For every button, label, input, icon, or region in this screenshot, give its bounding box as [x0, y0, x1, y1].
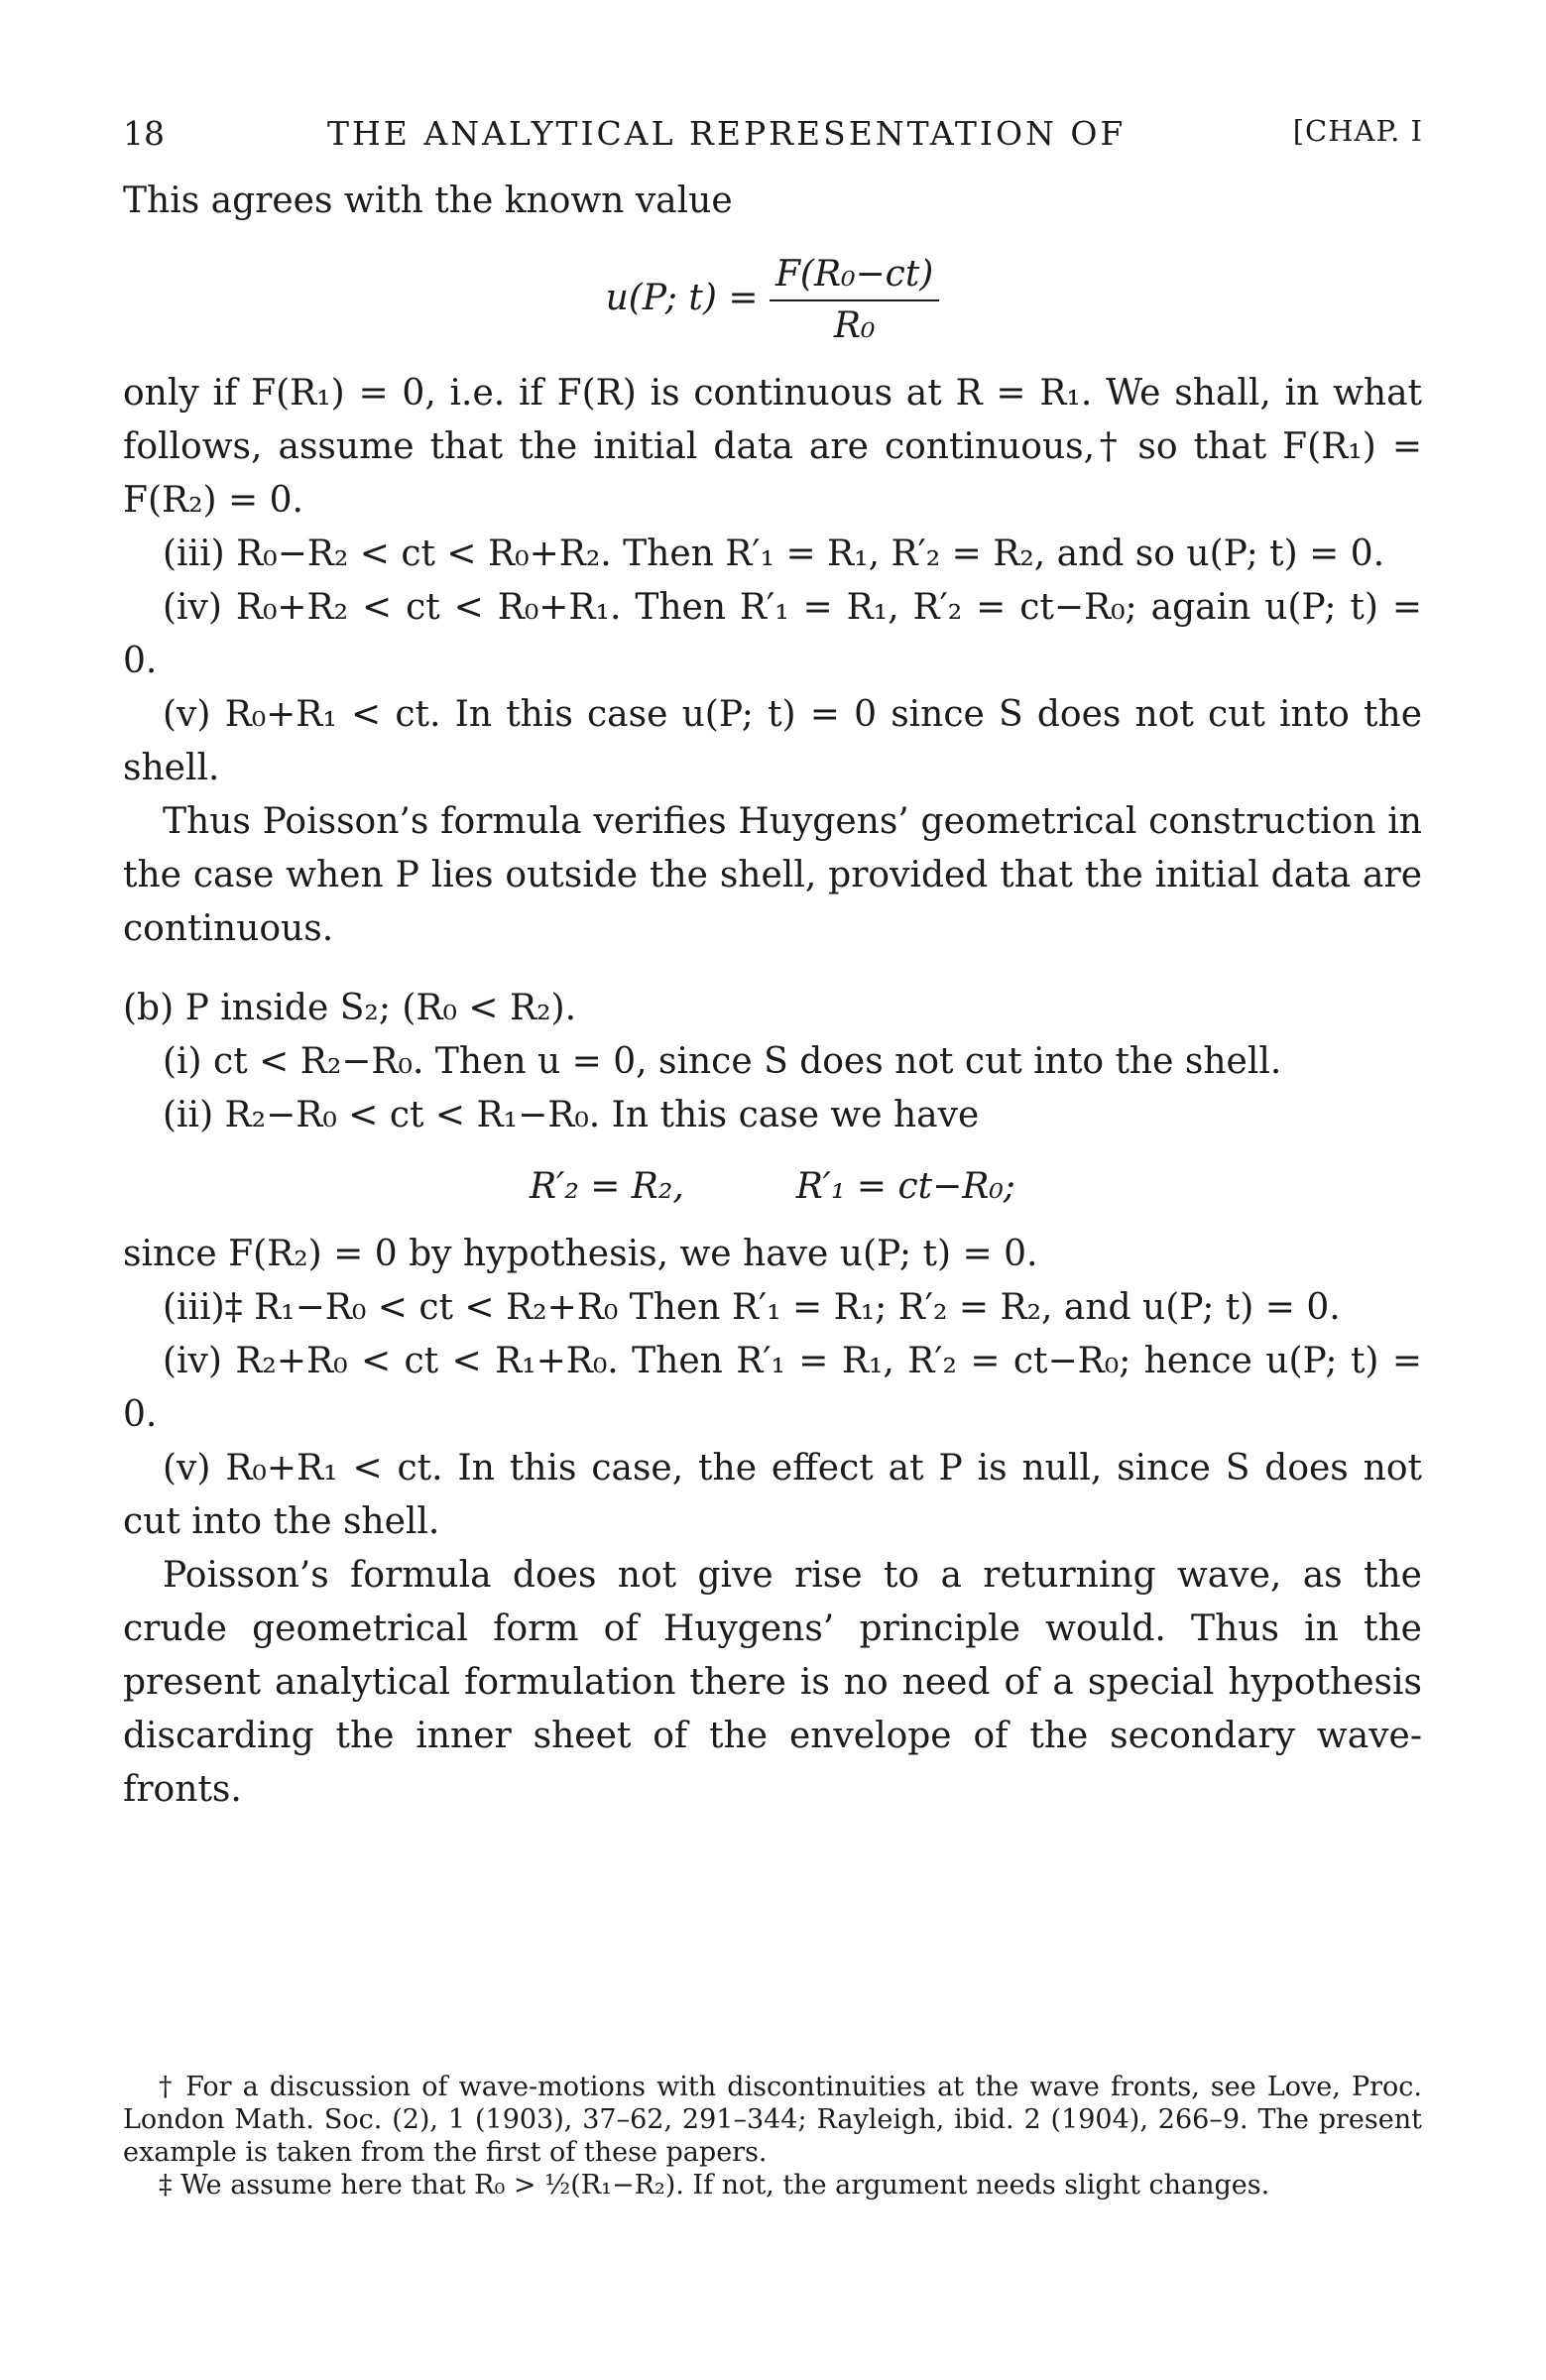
intro-line: This agrees with the known value: [123, 180, 733, 221]
equation-lhs: u(P; t) =: [605, 278, 759, 318]
chapter-label: [CHAP. I: [1292, 114, 1423, 148]
footnote-double-dagger: ‡ We assume here that R₀ > ½(R₁−R₂). If not, the argument needs slight changes.: [159, 2170, 1270, 2201]
case-b-ii: (ii) R₂−R₀ < ct < R₁−R₀. In this case we have: [163, 1095, 980, 1135]
running-header: [123, 114, 1423, 164]
display-equation: [123, 250, 1422, 351]
case-a-v: (v) R₀+R₁ < ct. In this case u(P; t) = 0 since S does not cut into the shell.: [123, 694, 1422, 788]
case-a-iii: (iii) R₀−R₂ < ct < R₀+R₂. Then R′₁ = R₁, R′₂ = R₂, and so u(P; t) = 0.: [163, 534, 1385, 574]
equation-left: R′₂ = R₂,: [530, 1166, 684, 1207]
fraction-denominator: R₀: [833, 305, 876, 346]
footnote-dagger: † For a discussion of wave-motions with discontinuities at the wave fronts, see Love, Proc. London Math. Soc. (2), 1 (1903), 37–62, 291–344; Rayleigh, ibid. 2 (1904), 266–9. The present example is taken from the first of these papers.: [123, 2072, 1422, 2168]
case-b-iii: (iii)‡ R₁−R₀ < ct < R₂+R₀ Then R′₁ = R₁; R′₂ = R₂, and u(P; t) = 0.: [163, 1287, 1341, 1328]
display-equation-pair: [123, 1160, 1422, 1214]
case-b-v: (v) R₀+R₁ < ct. In this case, the effect at P is null, since S does not cut into the shell.: [123, 1448, 1422, 1542]
case-b-heading: (b) P inside S₂; (R₀ < R₂).: [123, 988, 577, 1028]
page-number: 18: [123, 114, 165, 153]
final-paragraph: Poisson’s formula does not give rise to a returning wave, as the crude geometrical form of Huygens’ principle would. Thus in the present analytical formulation there is no need of a special hypothesis discarding the inner sheet of the envelope of the secondary wave-fronts.: [123, 1555, 1422, 1810]
fraction-numerator: F(R₀−ct): [770, 250, 939, 301]
main-text: [123, 175, 1422, 1817]
case-a-iv: (iv) R₀+R₂ < ct < R₀+R₁. Then R′₁ = R₁, R′₂ = ct−R₀; again u(P; t) = 0.: [123, 587, 1422, 681]
equation-right: R′₁ = ct−R₀;: [795, 1166, 1015, 1207]
case-b-iv: (iv) R₂+R₀ < ct < R₁+R₀. Then R′₁ = R₁, R′₂ = ct−R₀; hence u(P; t) = 0.: [123, 1341, 1422, 1435]
equation-fraction: [770, 250, 939, 351]
since-line: since F(R₂) = 0 by hypothesis, we have u(P; t) = 0.: [123, 1234, 1038, 1274]
running-title: THE ANALYTICAL REPRESENTATION OF: [327, 114, 1127, 153]
paragraph-continuity: only if F(R₁) = 0, i.e. if F(R) is continuous at R = R₁. We shall, in what follows, assume that the initial data are continuous,† so that F(R₁) = F(R₂) = 0.: [123, 373, 1422, 521]
footnotes: [123, 2071, 1422, 2202]
summary-a: Thus Poisson’s formula verifies Huygens’ geometrical construction in the case when P lies outside the shell, provided that the initial data are continuous.: [123, 801, 1422, 949]
case-b-i: (i) ct < R₂−R₀. Then u = 0, since S does not cut into the shell.: [163, 1041, 1282, 1082]
